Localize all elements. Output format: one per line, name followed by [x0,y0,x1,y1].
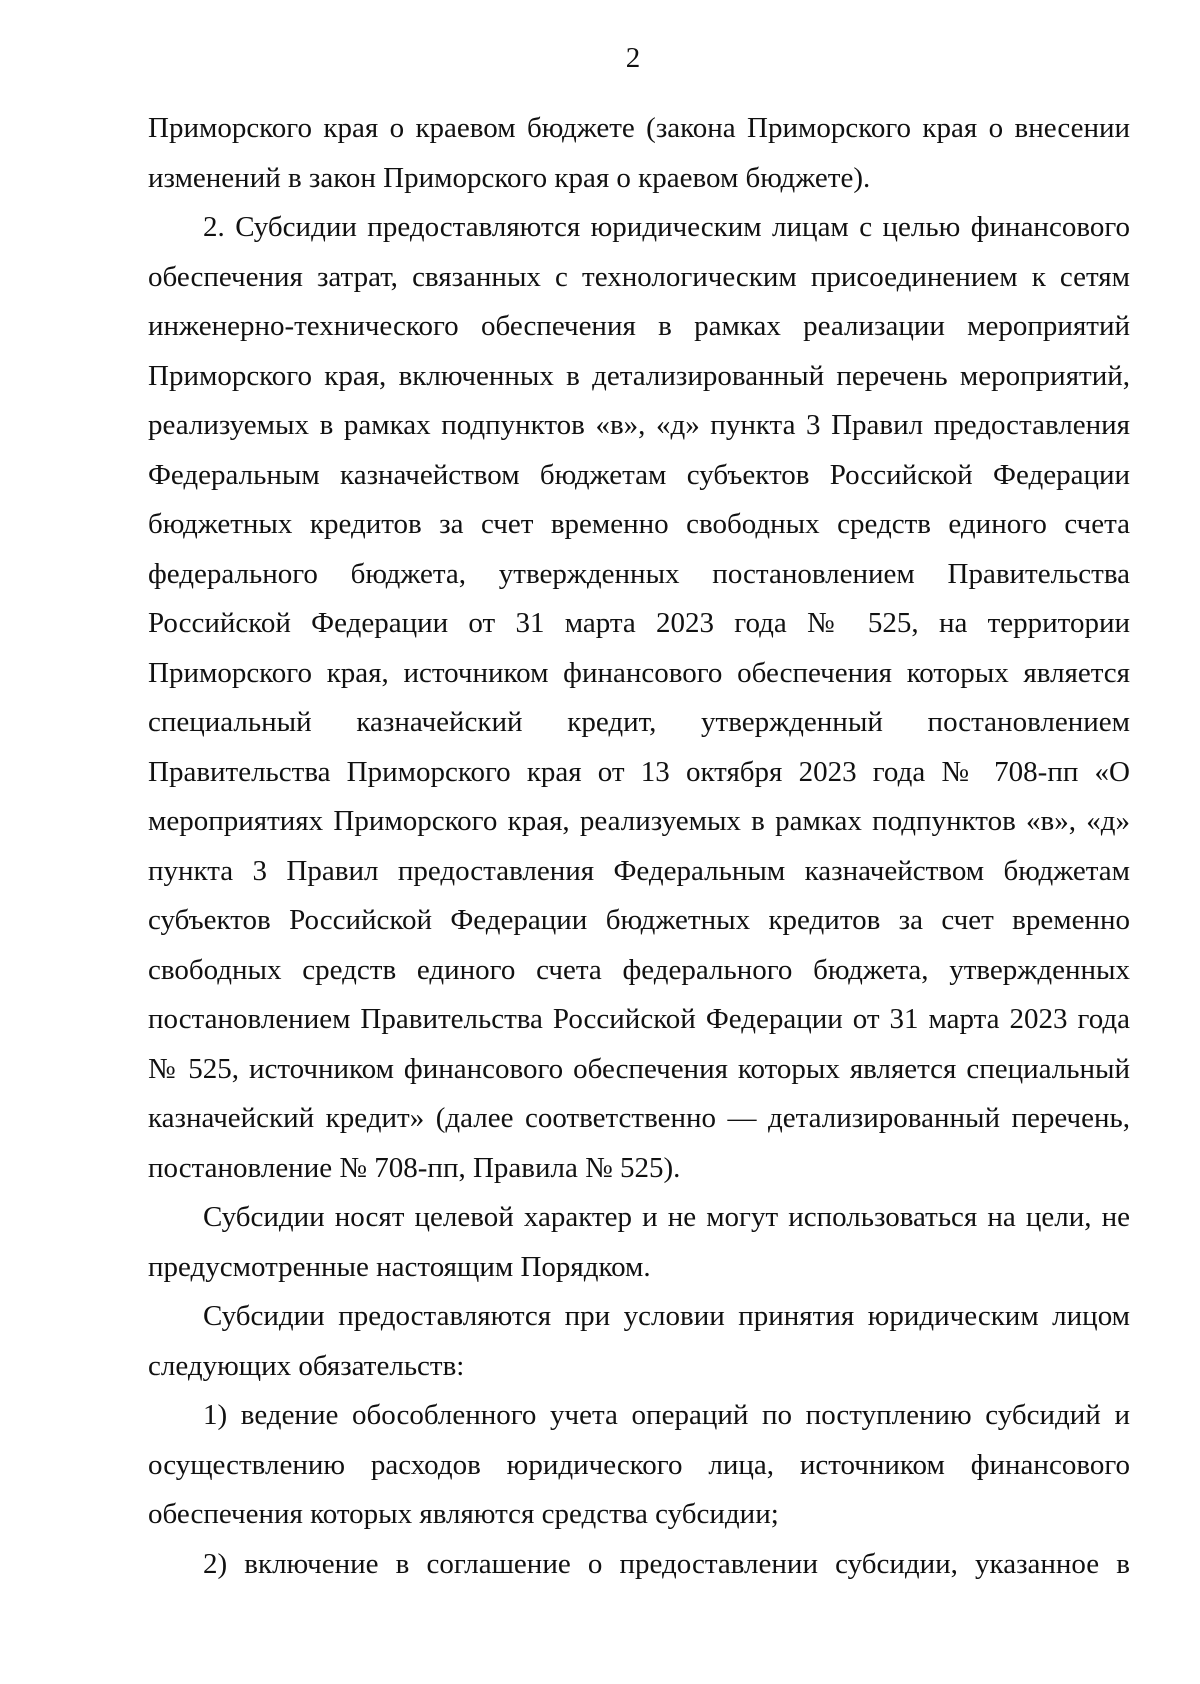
paragraph-item-2: 2. Субсидии предоставляются юридическим лицам с целью финансового обеспечения затрат, связанных с технологическим присоединением к сетям инженерно-технического обеспечения в рамках реализации мероприятий Приморского края, включенных в детализированный перечень мероприятий, реализуемых в рамках подпунктов «в», «д» пункта 3 Правил предоставления Федеральным казначейством бюджетам субъектов Российской Федерации бюджетных кредитов за счет временно свободных средств единого счета федерального бюджета, утвержденных постановлением Правительства Российской Федерации от 31 марта 2023 года № 525, на территории Приморского края, источником финансового обеспечения которых является специальный казначейский кредит, утвержденный постановлением Правительства Приморского края от 13 октября 2023 года № 708-пп «О мероприятиях Приморского края, реализуемых в рамках подпунктов «в», «д» пункта 3 Правил предоставления Федеральным казначейством бюджетам субъектов Российской Федерации бюджетных кредитов за счет временно свободных средств единого счета федерального бюджета, утвержденных постановлением Правительства Российской Федерации от 31 марта 2023 года № 525, источником финансового обеспечения которых является специальный казначейский кредит» (далее соответственно — детализированный перечень, постановление № 708-пп, Правила № 525). [148,211,1130,1184]
paragraph-obligation-2: 2) включение в соглашение о предоставлении субсидии, указанное в [203,1547,1130,1580]
paragraph-obligation-1: 1) ведение обособленного учета операций по поступлению субсидий и осуществлению расходов юридического лица, источником финансового обеспечения которых являются средства субсидии; [148,1399,1130,1530]
page-number: 2 [625,42,641,74]
document-body [148,104,1130,1589]
paragraph-continuation: Приморского края о краевом бюджете (закона Приморского края о внесении изменений в закон Приморского края о краевом бюджете). [148,112,1130,194]
paragraph-target-character: Субсидии носят целевой характер и не могут использоваться на цели, не предусмотренные настоящим Порядком. [148,1201,1130,1283]
paragraph-conditions: Субсидии предоставляются при условии принятия юридическим лицом следующих обязательств: [148,1300,1130,1382]
